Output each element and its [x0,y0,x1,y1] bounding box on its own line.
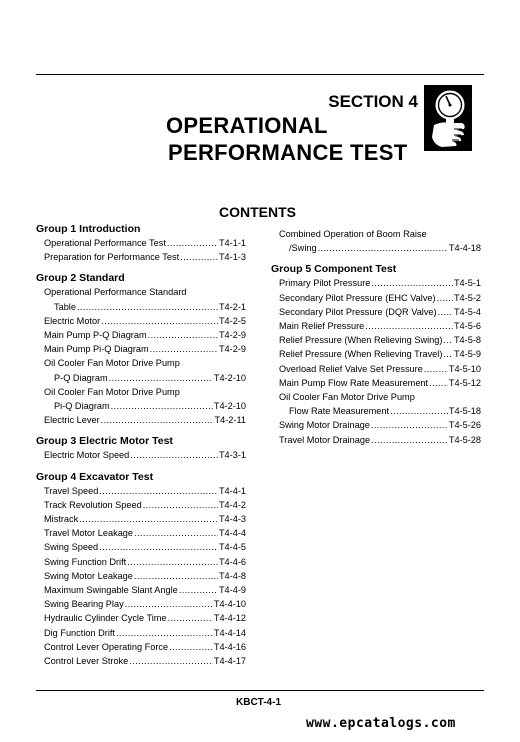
toc-entry [36,597,246,611]
toc-page-number: T4-4-18 [448,243,481,254]
toc-entry-label: Electric Motor Speed [44,450,130,461]
toc-entry-label: Travel Motor Leakage [44,528,134,539]
toc-page-number: T4-5-28 [448,434,481,445]
toc-entry-label: Primary Pilot Pressure [279,278,371,289]
toc-entry-label: Control Lever Stroke [44,656,129,667]
pressure-gauge-hand-icon [424,85,472,151]
toc-entry-label: Relief Pressure (When Relieving Swing) [279,335,443,346]
toc-entry [271,418,481,432]
toc-entry-text: Oil Cooler Fan Motor Drive Pump [44,358,180,369]
toc-leader-dots [134,526,218,540]
toc-page-number: T4-5-26 [448,420,481,431]
toc-page-number: T4-1-3 [218,252,246,263]
toc-entry [271,319,481,333]
toc-leader-dots [127,555,218,569]
toc-leader-dots [101,314,218,328]
toc-entry [36,250,246,264]
toc-entry [271,333,481,347]
toc-entry-label: Main Pump P-Q Diagram [44,330,147,341]
toc-leader-dots [371,276,453,290]
toc-page-number: T4-2-1 [218,301,246,312]
toc-entry-label: Electric Lever [44,415,100,426]
toc-group-heading: Group 2 Standard [36,272,125,285]
toc-leader-dots [390,404,448,418]
toc-entry-label: P-Q Diagram [54,372,108,383]
toc-entry-label: Travel Motor Drainage [279,434,371,445]
toc-page-number: T4-4-8 [218,570,246,581]
toc-page-number: T4-4-5 [218,542,246,553]
toc-leader-dots [371,433,448,447]
toc-entry-label: Main Relief Pressure [279,321,365,332]
toc-entry-label: Control Lever Operating Force [44,641,169,652]
toc-entry [36,399,246,413]
toc-entry [271,276,481,290]
toc-leader-dots [180,250,218,264]
toc-leader-dots [125,597,213,611]
toc-entry-label: Swing Bearing Play [44,599,124,610]
toc-page-number: T4-5-6 [453,321,481,332]
toc-entry-label: Swing Speed [44,542,99,553]
toc-entry-label: Secondary Pilot Pressure (EHC Valve) [279,292,436,303]
toc-entry-label: Mistrack [44,514,79,525]
toc-leader-dots [129,654,213,668]
toc-page-number: T4-5-2 [453,292,481,303]
toc-entry-label: Swing Motor Leakage [44,570,133,581]
toc-entry-text: Combined Operation of Boom Raise [279,229,427,239]
toc-page-number: T4-2-9 [218,344,246,355]
toc-entry-label: Overload Relief Valve Set Pressure [279,363,423,374]
toc-group-heading: Group 3 Electric Motor Test [36,435,173,448]
page-code: KBCT-4-1 [236,697,282,708]
toc-leader-dots [130,448,218,462]
toc-entry [36,342,246,356]
toc-left-column [36,222,246,668]
contents-heading: CONTENTS [219,204,296,220]
toc-leader-dots [318,241,448,255]
toc-entry-label: /Swing [289,243,317,254]
toc-leader-dots [443,333,453,347]
toc-entry-text: Oil Cooler Fan Motor Drive Pump [44,386,180,397]
toc-leader-dots [437,291,453,305]
toc-page-number: T4-4-2 [218,499,246,510]
toc-leader-dots [424,362,448,376]
toc-entry [36,484,246,498]
toc-page-number: T4-4-14 [213,627,246,638]
toc-group-heading: Group 4 Excavator Test [36,470,154,483]
toc-entry-label: Main Pump Flow Rate Measurement [279,377,429,388]
toc-entry [36,328,246,342]
toc-leader-dots [167,236,218,250]
toc-page-number: T4-3-1 [218,450,246,461]
toc-entry [36,300,246,314]
toc-entry-label: Preparation for Performance Test [44,252,180,263]
toc-entry-label: Swing Motor Drainage [279,420,370,431]
section-label: SECTION 4 [328,92,418,111]
toc-entry [271,241,481,255]
toc-entry-label: Flow Rate Measurement [289,406,390,417]
toc-leader-dots [429,376,448,390]
toc-entry-text: Oil Cooler Fan Motor Drive Pump [279,392,415,403]
toc-leader-dots [77,300,218,314]
toc-entry [36,448,246,462]
toc-entry [36,540,246,554]
toc-leader-dots [438,305,453,319]
toc-page-number: T4-1-1 [218,238,246,248]
toc-page-number: T4-5-1 [453,278,481,289]
toc-entry [36,611,246,625]
section-title-line2: PERFORMANCE TEST [168,140,408,165]
toc-page-number: T4-5-9 [453,349,481,360]
bottom-rule [36,690,484,691]
toc-entry [36,626,246,640]
toc-leader-dots [109,371,213,385]
toc-entry-label: Relief Pressure (When Relieving Travel) [279,349,443,360]
toc-entry [36,512,246,526]
toc-leader-dots [179,583,218,597]
toc-entry [271,347,481,361]
toc-leader-dots [365,319,453,333]
toc-entry [36,555,246,569]
toc-entry [271,291,481,305]
toc-leader-dots [79,512,218,526]
toc-entry [36,569,246,583]
toc-leader-dots [116,626,213,640]
toc-entry-label: Dig Function Drift [44,627,115,638]
toc-entry [271,305,481,319]
toc-leader-dots [168,611,213,625]
toc-leader-dots [111,399,213,413]
toc-page-number: T4-2-10 [213,401,246,412]
toc-entry [271,376,481,390]
toc-leader-dots [101,413,214,427]
toc-leader-dots [99,484,218,498]
toc-entry-label: Operational Performance Test [44,238,166,248]
toc-leader-dots [371,418,448,432]
toc-entry [36,640,246,654]
toc-entry-label: Table [54,301,76,312]
toc-page-number: T4-2-9 [218,330,246,341]
toc-entry-label: Pi-Q Diagram [54,401,110,412]
toc-entry [36,371,246,385]
toc-page-number: T4-4-12 [213,613,246,624]
toc-right-column [271,227,481,447]
toc-entry [36,314,246,328]
toc-page-number: T4-4-10 [213,599,246,610]
toc-page-number: T4-2-11 [214,415,246,426]
toc-entry-text: Operational Performance Standard [44,287,187,298]
toc-leader-dots [150,342,218,356]
toc-entry-label: Travel Speed [44,485,99,496]
toc-entry-label: Maximum Swingable Slant Angle [44,585,178,596]
toc-entry [36,413,246,427]
toc-entry [36,583,246,597]
toc-group-heading: Group 5 Component Test [271,263,397,276]
toc-entry [271,404,481,418]
toc-page-number: T4-4-1 [218,485,246,496]
toc-entry-label: Main Pump Pi-Q Diagram [44,344,149,355]
toc-page-number: T4-4-4 [218,528,246,539]
watermark: www.epcatalogs.com [306,716,456,731]
toc-leader-dots [134,569,218,583]
toc-page-number: T4-4-17 [213,656,246,667]
toc-entry [271,433,481,447]
toc-page-number: T4-5-4 [453,306,481,317]
toc-page-number: T4-4-3 [218,514,246,525]
toc-leader-dots [143,498,218,512]
toc-entry [36,236,246,250]
toc-group-heading: Group 1 Introduction [36,223,141,235]
toc-page-number: T4-4-9 [218,585,246,596]
toc-page-number: T4-2-5 [218,315,246,326]
toc-leader-dots [148,328,218,342]
toc-leader-dots [99,540,218,554]
toc-page-number: T4-2-10 [213,372,246,383]
toc-page-number: T4-4-6 [218,556,246,567]
toc-page-number: T4-5-10 [448,363,481,374]
toc-entry-label: Secondary Pilot Pressure (DQR Valve) [279,306,437,317]
toc-page-number: T4-4-16 [213,641,246,652]
toc-entry-label: Electric Motor [44,315,101,326]
top-rule [36,74,484,75]
toc-entry [36,498,246,512]
toc-leader-dots [443,347,453,361]
toc-leader-dots [169,640,213,654]
toc-entry [36,526,246,540]
toc-page-number: T4-5-12 [448,377,481,388]
toc-entry-label: Swing Function Drift [44,556,127,567]
toc-entry-label: Track Revolution Speed [44,499,142,510]
toc-page-number: T4-5-8 [453,335,481,346]
toc-entry [271,362,481,376]
toc-entry [36,654,246,668]
toc-entry-label: Hydraulic Cylinder Cycle Time [44,613,167,624]
toc-page-number: T4-5-18 [448,406,481,417]
section-title-line1: OPERATIONAL [166,113,328,138]
